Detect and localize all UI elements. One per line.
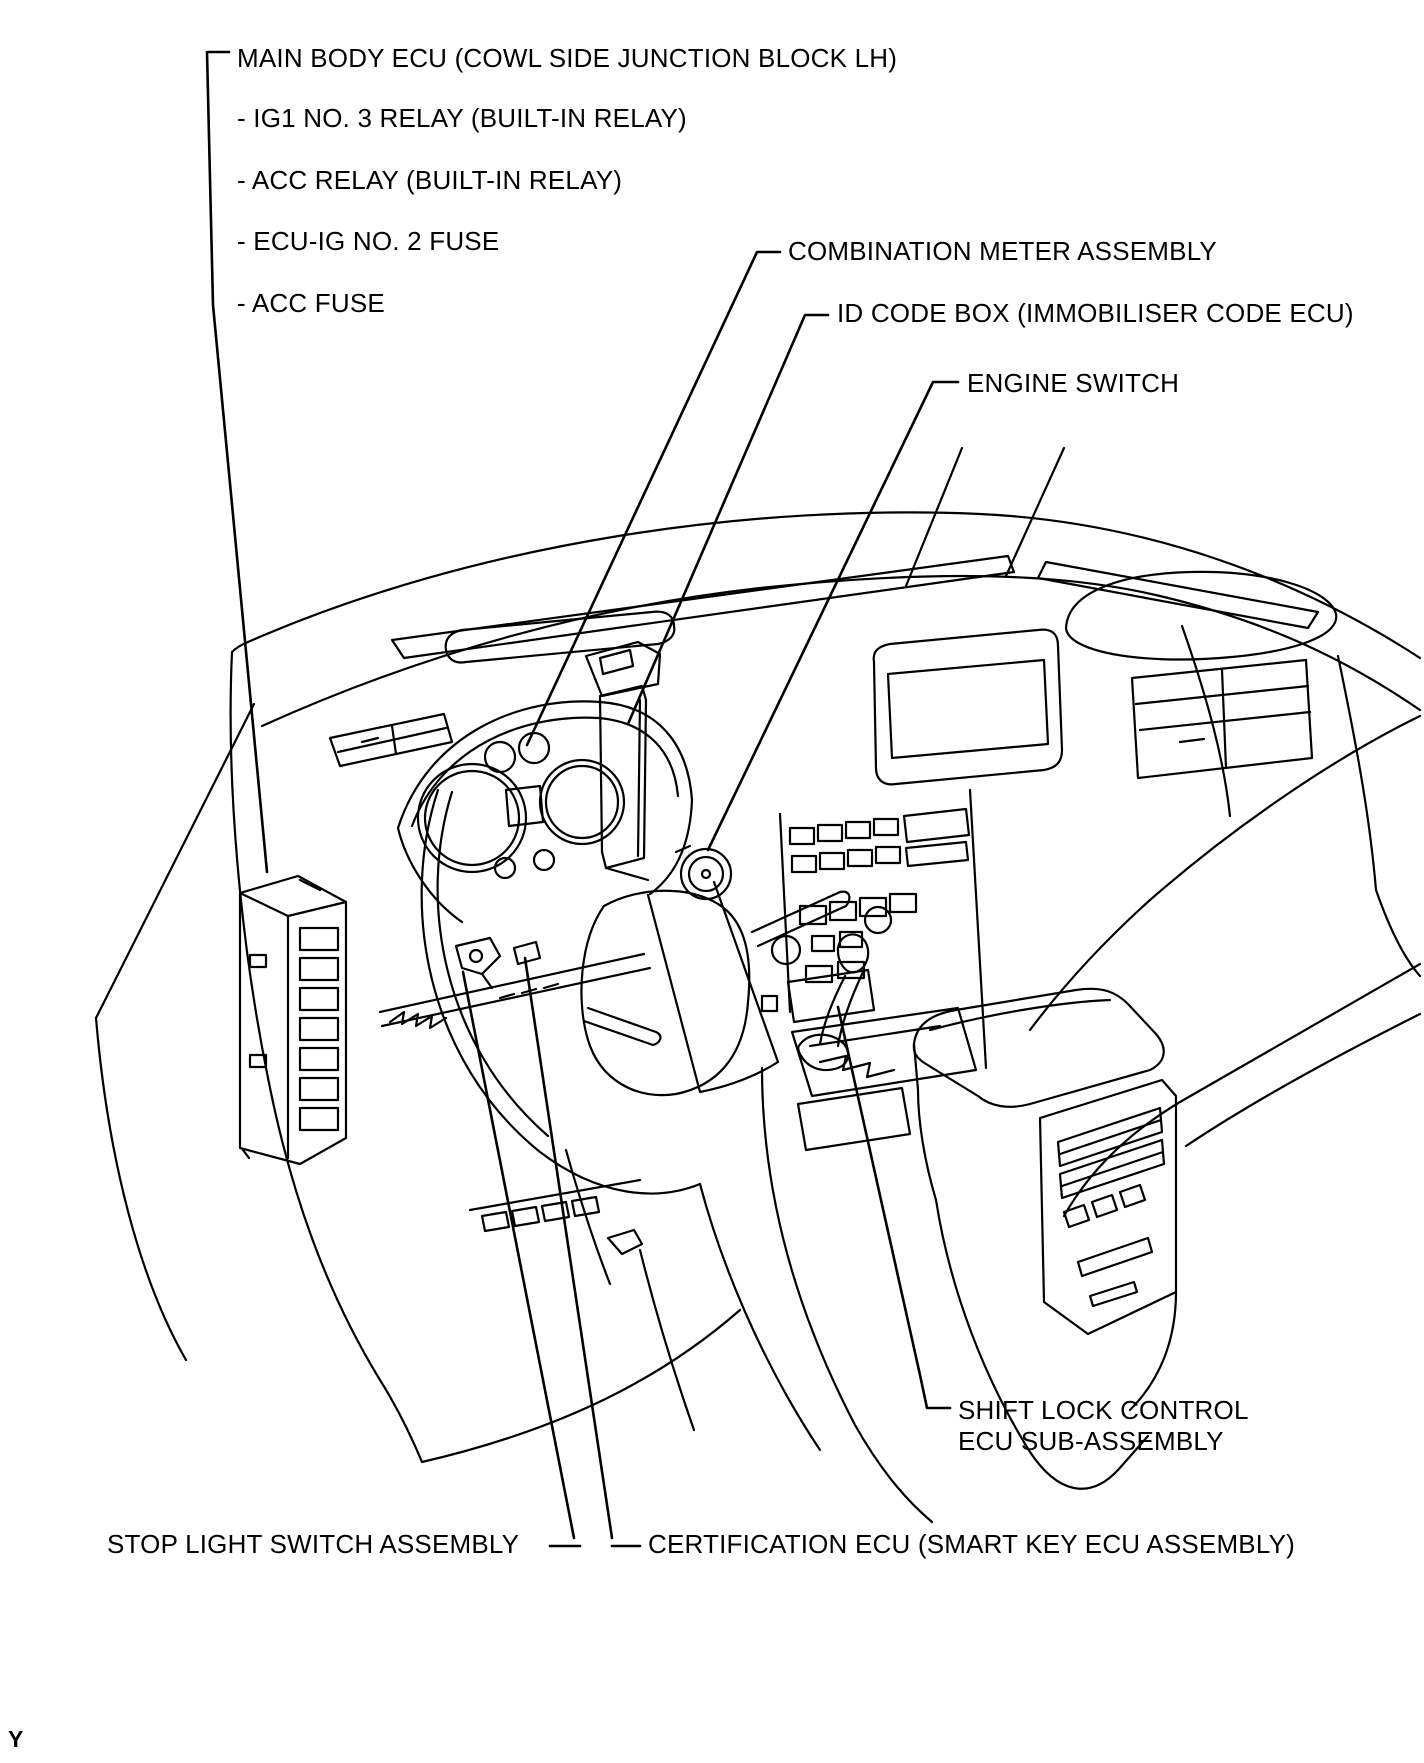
label-shift-lock-ecu-line1: SHIFT LOCK CONTROL: [958, 1395, 1249, 1425]
leader-combination-meter: [527, 252, 780, 745]
main-body-ecu-part: [240, 876, 346, 1164]
dashboard-drawing: [96, 448, 1420, 1522]
instrument-cluster-part: [398, 701, 692, 922]
label-stop-light-switch: STOP LIGHT SWITCH ASSEMBLY: [107, 1529, 520, 1559]
leader-certification-ecu: [525, 958, 640, 1546]
certification-ecu-part: [514, 942, 540, 964]
shifter-part: [792, 934, 976, 1096]
rear-ac-panel-part: [1040, 1080, 1176, 1410]
label-acc-fuse: - ACC FUSE: [237, 288, 385, 318]
page-marker: Y: [8, 1726, 24, 1752]
label-shift-lock-ecu-line2: ECU SUB-ASSEMBLY: [958, 1426, 1224, 1456]
label-main-body-ecu: MAIN BODY ECU (COWL SIDE JUNCTION BLOCK LH): [237, 43, 898, 73]
label-acc-relay: - ACC RELAY (BUILT-IN RELAY): [237, 165, 623, 195]
label-id-code-box: ID CODE BOX (IMMOBILISER CODE ECU): [837, 298, 1354, 328]
label-certification-ecu: CERTIFICATION ECU (SMART KEY ECU ASSEMBLY): [648, 1529, 1295, 1559]
nav-screen-part: [874, 630, 1062, 785]
label-engine-switch: ENGINE SWITCH: [967, 368, 1180, 398]
leader-lines: [207, 52, 958, 1546]
dash-top-outline: [96, 448, 1420, 1360]
steering-wheel-part: [422, 790, 850, 1193]
stop-light-switch-part: [456, 938, 500, 988]
label-combination-meter: COMBINATION METER ASSEMBLY: [788, 236, 1217, 266]
label-ecu-ig-no2-fuse: - ECU-IG NO. 2 FUSE: [237, 226, 500, 256]
leader-stop-light-switch: [463, 972, 580, 1546]
driver-lower-trim: [268, 954, 650, 1462]
label-ig1-no3-relay: - IG1 NO. 3 RELAY (BUILT-IN RELAY): [237, 103, 687, 133]
passenger-side-lines: [1030, 626, 1420, 1216]
